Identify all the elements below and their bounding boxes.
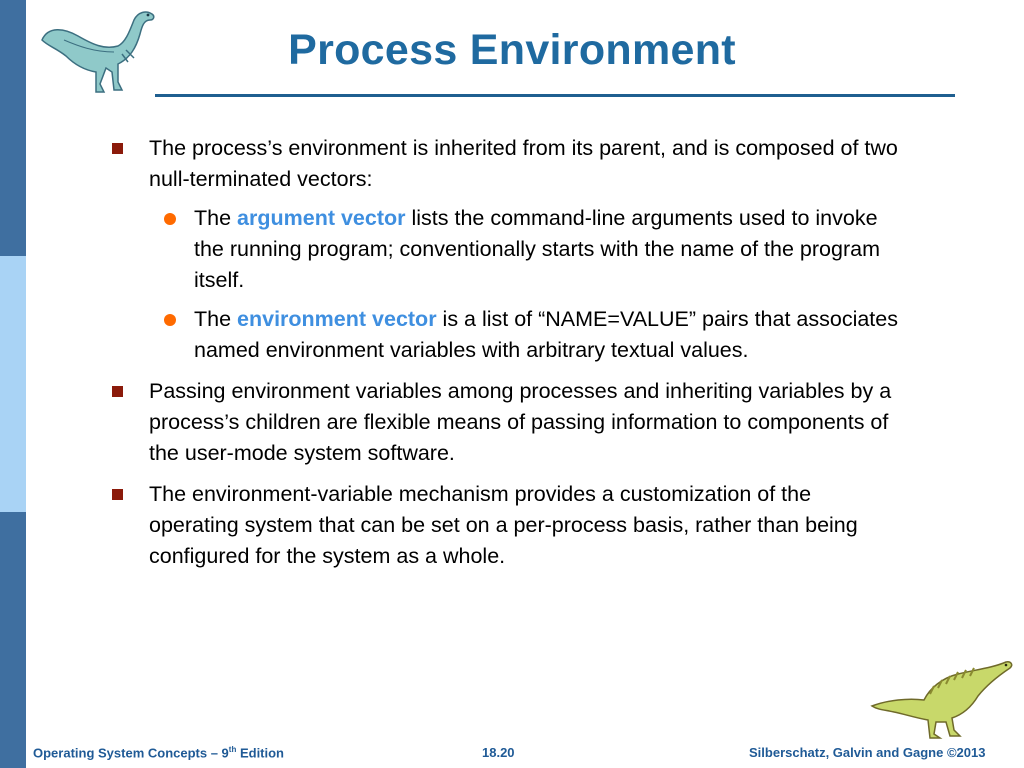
- round-bullet-icon: [164, 213, 176, 225]
- slide-title: Process Environment: [288, 26, 736, 74]
- sub-bullet-item: [110, 203, 900, 296]
- title-divider: [155, 94, 955, 97]
- footer-edition-sup: th: [228, 745, 237, 754]
- square-bullet-icon: [112, 489, 123, 500]
- bullet-item: [110, 133, 900, 195]
- term-argument-vector: argument vector: [237, 206, 406, 230]
- sub-bullet-text: lists the command-line arguments used to invoke the running program; conventionally starts with the name of the program itself.: [194, 206, 880, 292]
- sidebar-stripe-bottom: [0, 512, 26, 768]
- bullet-item: [110, 479, 900, 572]
- round-bullet-icon: [164, 314, 176, 326]
- bullet-text: Passing environment variables among processes and inheriting variables by a process’s children are flexible means of passing information to components of the user-mode system software.: [149, 379, 892, 465]
- footer-book-prefix: Operating System Concepts – 9: [33, 745, 229, 761]
- footer-book-title: [33, 745, 284, 760]
- sub-bullet-prefix: The: [194, 307, 238, 331]
- bullet-text: The environment-variable mechanism provides a customization of the operating system that can be set on a per-process basis, rather than being configured for the system as a whole.: [149, 482, 858, 568]
- footer-book-suffix: Edition: [236, 745, 285, 761]
- sub-bullet-prefix: The: [194, 206, 238, 230]
- slide-content: [110, 133, 900, 582]
- sub-bullet-text: is a list of “NAME=VALUE” pairs that associates named environment variables with arbitrary textual values.: [194, 307, 898, 362]
- bullet-text: The process’s environment is inherited from its parent, and is composed of two null-terminated vectors:: [149, 136, 898, 191]
- sub-bullet-item: [110, 304, 900, 366]
- bullet-item: [110, 376, 900, 469]
- dinosaur-illustration-icon: [868, 658, 1018, 740]
- square-bullet-icon: [112, 143, 123, 154]
- sidebar-stripe-middle: [0, 256, 26, 512]
- footer-authors: Silberschatz, Galvin and Gagne ©2013: [749, 745, 986, 760]
- term-environment-vector: environment vector: [237, 307, 437, 331]
- footer-page-number: 18.20: [482, 745, 515, 760]
- square-bullet-icon: [112, 386, 123, 397]
